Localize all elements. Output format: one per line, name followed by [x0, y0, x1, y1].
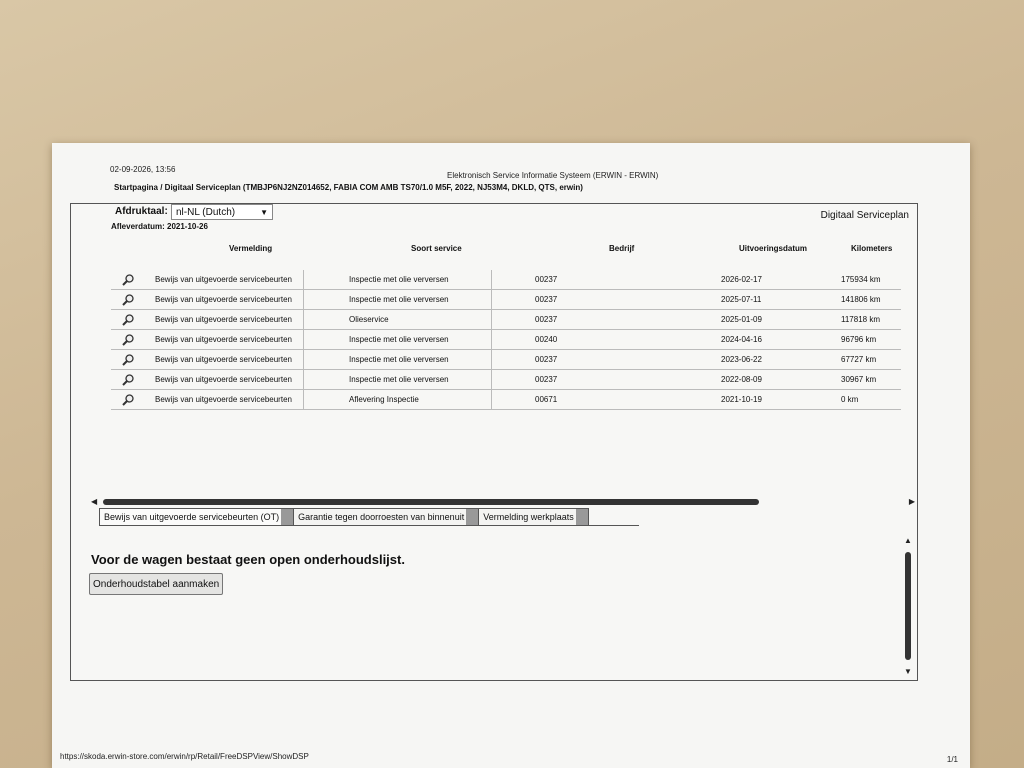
table-row[interactable] — [111, 370, 901, 390]
printed-page — [52, 143, 970, 768]
tab-corner-icon — [466, 509, 478, 526]
vertical-scrollbar[interactable] — [903, 536, 913, 676]
cell-bedrijf: 00237 — [535, 275, 558, 284]
cell-bedrijf: 00237 — [535, 355, 558, 364]
cell-vermelding: Bewijs van uitgevoerde servicebeurten — [155, 295, 292, 304]
panel-title: Digitaal Serviceplan — [820, 210, 909, 221]
cell-bedrijf: 00671 — [535, 395, 558, 404]
cell-datum: 2025-01-09 — [721, 315, 762, 324]
cell-km: 67727 km — [841, 355, 877, 364]
table-row[interactable] — [111, 270, 901, 290]
system-title: Elektronisch Service Informatie Systeem (ERWIN - ERWIN) — [447, 171, 659, 180]
tab-servicebeurten[interactable] — [99, 508, 294, 526]
col-kilometers[interactable]: Kilometers — [851, 244, 893, 253]
cell-datum: 2025-07-11 — [721, 295, 762, 304]
scroll-right-arrow-icon[interactable]: ▶ — [908, 497, 915, 506]
tab-underline — [99, 525, 639, 526]
breadcrumb: Startpagina / Digitaal Serviceplan (TMBJP6NJ2NZ014652, FABIA COM AMB TS70/1.0 M5F, 2022, NJ53M4, DKLD, QTS, erwin) — [114, 183, 583, 192]
table-row[interactable] — [111, 290, 901, 310]
cell-soort: Inspectie met olie verversen — [349, 355, 449, 364]
tab-label: Vermelding werkplaats — [483, 512, 574, 522]
cell-km: 117818 km — [841, 315, 880, 324]
cell-soort: Inspectie met olie verversen — [349, 335, 449, 344]
table-row[interactable] — [111, 390, 901, 410]
tab-label: Bewijs van uitgevoerde servicebeurten (OT) — [104, 512, 280, 522]
column-divider — [491, 270, 492, 410]
tab-corner-icon — [576, 509, 588, 526]
magnifier-icon[interactable] — [121, 373, 135, 387]
cell-soort: Olieservice — [349, 315, 389, 324]
cell-km: 30967 km — [841, 375, 877, 384]
col-vermelding[interactable]: Vermelding — [229, 244, 273, 253]
horizontal-scrollbar[interactable] — [91, 497, 915, 506]
tab-vermelding-werkplaats[interactable] — [478, 508, 589, 526]
cell-datum: 2023-06-22 — [721, 355, 762, 364]
afdruktaal-label: Afdruktaal: — [115, 206, 168, 217]
scroll-up-arrow-icon[interactable]: ▲ — [904, 536, 912, 545]
column-divider — [303, 270, 304, 410]
cell-bedrijf: 00237 — [535, 295, 558, 304]
magnifier-icon[interactable] — [121, 353, 135, 367]
language-select[interactable] — [171, 204, 273, 220]
cell-vermelding: Bewijs van uitgevoerde servicebeurten — [155, 275, 292, 284]
page-number: 1/1 — [946, 755, 958, 764]
table-header — [71, 244, 917, 268]
cell-bedrijf: 00237 — [535, 375, 558, 384]
col-soort-service[interactable]: Soort service — [411, 244, 462, 253]
cell-soort: Aflevering Inspectie — [349, 395, 419, 404]
tab-bar — [99, 508, 588, 526]
cell-vermelding: Bewijs van uitgevoerde servicebeurten — [155, 335, 292, 344]
cell-vermelding: Bewijs van uitgevoerde servicebeurten — [155, 315, 292, 324]
col-bedrijf[interactable]: Bedrijf — [609, 244, 635, 253]
cell-bedrijf: 00237 — [535, 315, 558, 324]
service-plan-panel — [70, 203, 918, 681]
cell-datum: 2026-02-17 — [721, 275, 762, 284]
table-row[interactable] — [111, 310, 901, 330]
cell-vermelding: Bewijs van uitgevoerde servicebeurten — [155, 395, 292, 404]
col-uitvoeringsdatum[interactable]: Uitvoeringsdatum — [739, 244, 808, 253]
page-url: https://skoda.erwin-store.com/erwin/rp/Retail/FreeDSPView/ShowDSP — [60, 752, 309, 761]
cell-km: 0 km — [841, 395, 859, 404]
magnifier-icon[interactable] — [121, 333, 135, 347]
cell-soort: Inspectie met olie verversen — [349, 275, 449, 284]
cell-vermelding: Bewijs van uitgevoerde servicebeurten — [155, 355, 292, 364]
table-row[interactable] — [111, 330, 901, 350]
no-maintenance-list-message: Voor de wagen bestaat geen open onderhoudslijst. — [91, 552, 405, 567]
cell-km: 141806 km — [841, 295, 881, 304]
cell-km: 96796 km — [841, 335, 877, 344]
scroll-left-arrow-icon[interactable]: ◀ — [91, 497, 98, 506]
cell-datum: 2022-08-09 — [721, 375, 762, 384]
magnifier-icon[interactable] — [121, 273, 135, 287]
magnifier-icon[interactable] — [121, 313, 135, 327]
cell-soort: Inspectie met olie verversen — [349, 295, 449, 304]
scroll-down-arrow-icon[interactable]: ▼ — [904, 667, 912, 676]
chevron-down-icon: ▼ — [260, 207, 268, 217]
table-row[interactable] — [111, 350, 901, 370]
tab-garantie-doorroesten[interactable] — [293, 508, 479, 526]
cell-datum: 2024-04-16 — [721, 335, 762, 344]
cell-vermelding: Bewijs van uitgevoerde servicebeurten — [155, 375, 292, 384]
horizontal-scroll-thumb[interactable] — [103, 499, 759, 505]
tab-label: Garantie tegen doorroesten van binnenuit — [298, 512, 465, 522]
vertical-scroll-thumb[interactable] — [905, 552, 911, 660]
print-datetime: 02-09-2026, 13:56 — [110, 165, 176, 174]
tab-corner-icon — [281, 509, 293, 526]
cell-soort: Inspectie met olie verversen — [349, 375, 449, 384]
delivery-date: Afleverdatum: 2021-10-26 — [111, 222, 208, 231]
language-select-value: nl-NL (Dutch) — [176, 206, 236, 218]
create-maintenance-table-button[interactable]: Onderhoudstabel aanmaken — [89, 573, 223, 595]
cell-km: 175934 km — [841, 275, 881, 284]
magnifier-icon[interactable] — [121, 393, 135, 407]
cell-bedrijf: 00240 — [535, 335, 558, 344]
magnifier-icon[interactable] — [121, 293, 135, 307]
service-table — [111, 270, 901, 410]
cell-datum: 2021-10-19 — [721, 395, 762, 404]
